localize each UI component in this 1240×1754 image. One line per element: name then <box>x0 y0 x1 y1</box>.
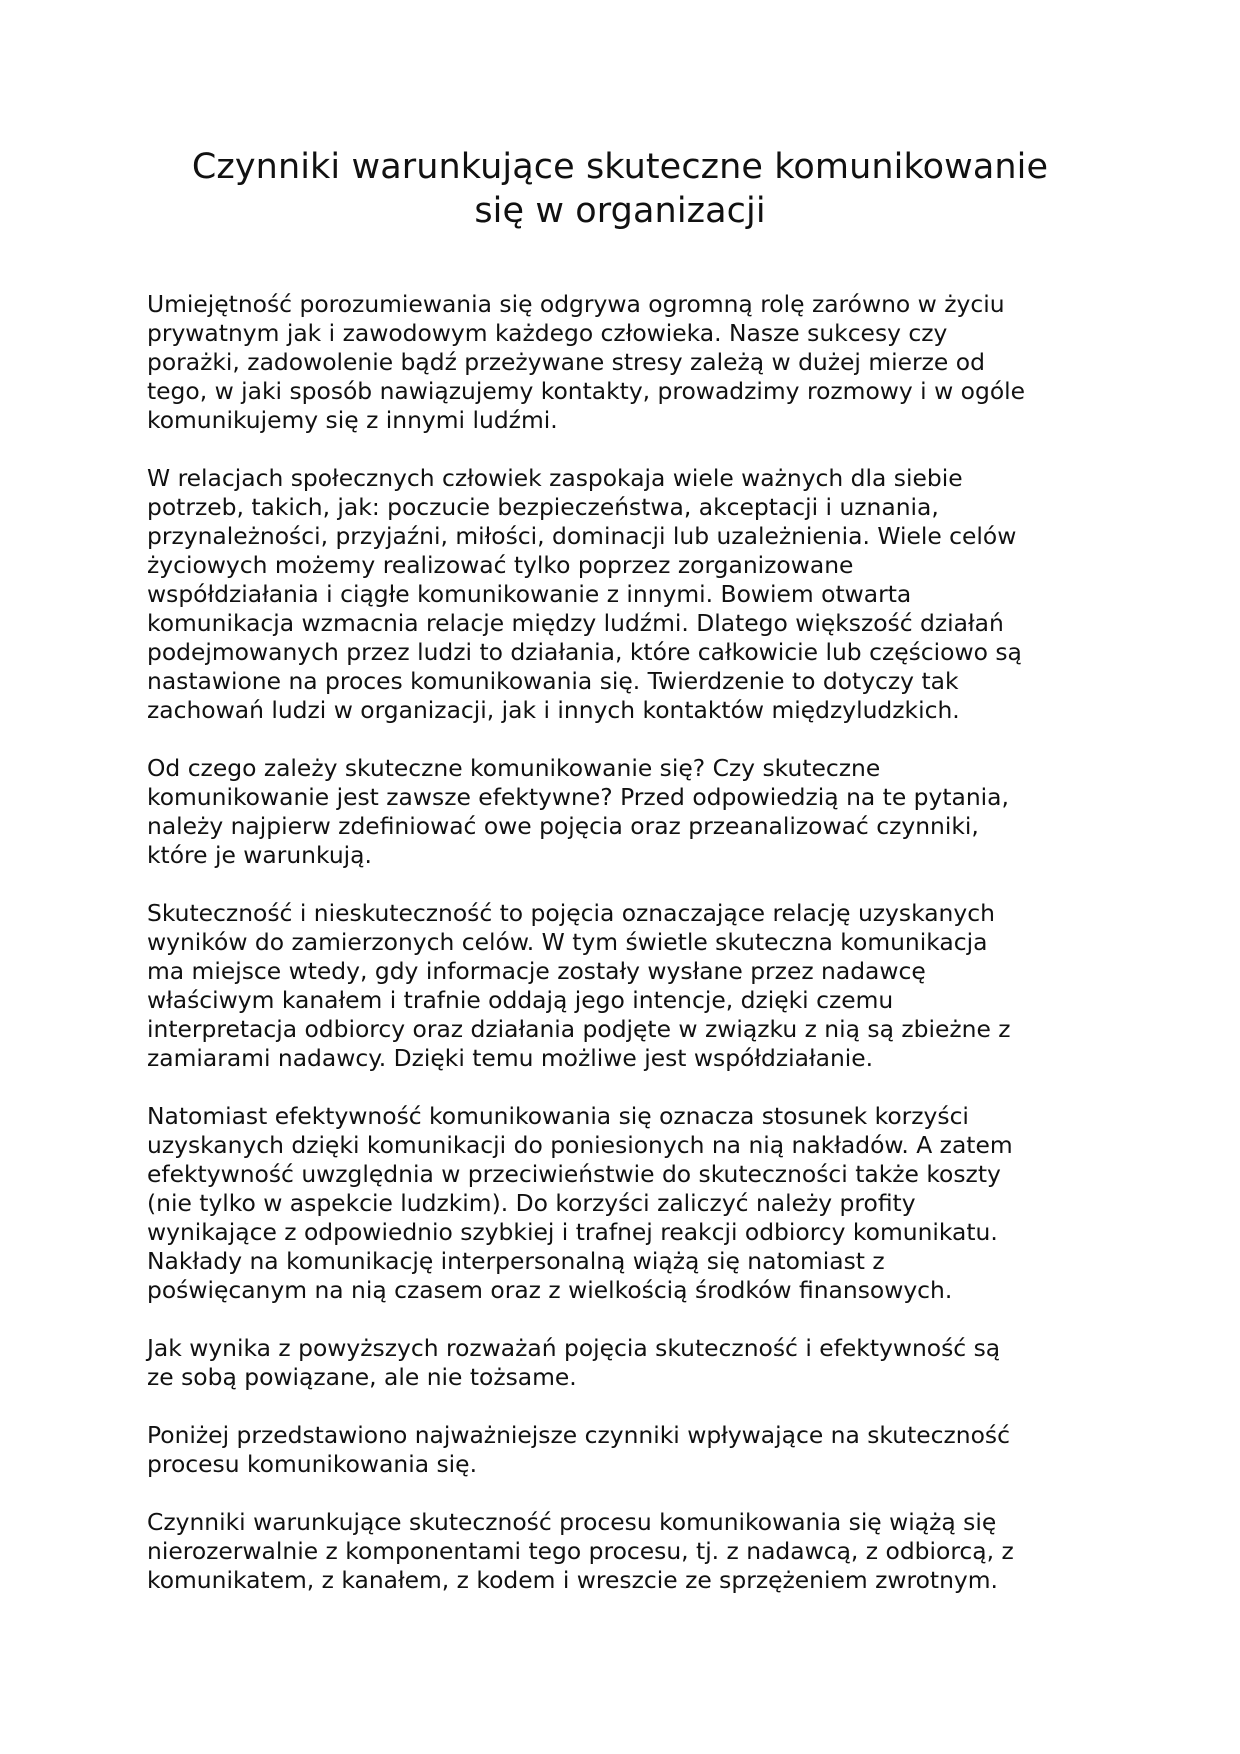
paragraph-8 <box>147 1508 1097 1595</box>
text-line: ma miejsce wtedy, gdy informacje zostały wysłane przez nadawcę <box>147 957 926 985</box>
text-line: komunikujemy się z innymi ludźmi. <box>147 406 558 434</box>
text-line: Umiejętność porozumiewania się odgrywa ogromną rolę zarówno w życiu <box>147 290 1005 318</box>
text-line: Nakłady na komunikację interpersonalną wiążą się natomiast z <box>147 1247 885 1275</box>
paragraph-6 <box>147 1334 1097 1392</box>
paragraph-2 <box>147 464 1097 725</box>
text-line: nierozerwalnie z komponentami tego procesu, tj. z nadawcą, z odbiorcą, z <box>147 1537 1014 1565</box>
text-line: Poniżej przedstawiono najważniejsze czynniki wpływające na skuteczność <box>147 1421 1010 1449</box>
text-line: Natomiast efektywność komunikowania się oznacza stosunek korzyści <box>147 1102 969 1130</box>
text-line: efektywność uwzględnia w przeciwieństwie do skuteczności także koszty <box>147 1160 1001 1188</box>
text-line: nastawione na proces komunikowania się. Twierdzenie to dotyczy tak <box>147 667 959 695</box>
text-line: procesu komunikowania się. <box>147 1450 478 1478</box>
title-line: Czynniki warunkujące skuteczne komunikowanie <box>191 147 1049 187</box>
text-line: należy najpierw zdefiniować owe pojęcia oraz przeanalizować czynniki, <box>147 812 979 840</box>
text-line: potrzeb, takich, jak: poczucie bezpieczeństwa, akceptacji i uznania, <box>147 493 939 521</box>
text-line: które je warunkują. <box>147 841 372 869</box>
text-line: prywatnym jak i zawodowym każdego człowieka. Nasze sukcesy czy <box>147 319 948 347</box>
text-line: zamiarami nadawcy. Dzięki temu możliwe jest współdziałanie. <box>147 1044 874 1072</box>
text-line: interpretacja odbiorcy oraz działania podjęte w związku z nią są zbieżne z <box>147 1015 1011 1043</box>
text-line: współdziałania i ciągłe komunikowanie z innymi. Bowiem otwarta <box>147 580 912 608</box>
text-line: Od czego zależy skuteczne komunikowanie się? Czy skuteczne <box>147 754 881 782</box>
paragraph-3 <box>147 754 1097 870</box>
text-line: komunikacja wzmacnia relacje między ludźmi. Dlatego większość działań <box>147 609 1004 637</box>
paragraph-5 <box>147 1102 1097 1305</box>
text-line: życiowych możemy realizować tylko poprzez zorganizowane <box>147 551 854 579</box>
text-line: W relacjach społecznych człowiek zaspokaja wiele ważnych dla siebie <box>147 464 963 492</box>
text-line: zachowań ludzi w organizacji, jak i innych kontaktów międzyludzkich. <box>147 696 960 724</box>
text-line: porażki, zadowolenie bądź przeżywane stresy zależą w dużej mierze od <box>147 348 985 376</box>
text-line: (nie tylko w aspekcie ludzkim). Do korzyści zaliczyć należy profity <box>147 1189 916 1217</box>
title-line: się w organizacji <box>474 191 766 231</box>
document-body <box>147 290 1097 1624</box>
text-line: uzyskanych dzięki komunikacji do poniesionych na nią nakładów. A zatem <box>147 1131 1013 1159</box>
text-line: Czynniki warunkujące skuteczność procesu komunikowania się wiążą się <box>147 1508 997 1536</box>
text-line: przynależności, przyjaźni, miłości, dominacji lub uzależnienia. Wiele celów <box>147 522 1017 550</box>
text-line: wyników do zamierzonych celów. W tym świetle skuteczna komunikacja <box>147 928 988 956</box>
text-line: właściwym kanałem i trafnie oddają jego intencje, dzięki czemu <box>147 986 894 1014</box>
text-line: tego, w jaki sposób nawiązujemy kontakty, prowadzimy rozmowy i w ogóle <box>147 377 1026 405</box>
paragraph-4 <box>147 899 1097 1073</box>
text-line: Skuteczność i nieskuteczność to pojęcia oznaczające relację uzyskanych <box>147 899 995 927</box>
text-line: komunikatem, z kanałem, z kodem i wreszcie ze sprzężeniem zwrotnym. <box>147 1566 998 1594</box>
text-line: komunikowanie jest zawsze efektywne? Przed odpowiedzią na te pytania, <box>147 783 1009 811</box>
paragraph-1 <box>147 290 1097 435</box>
text-line: wynikające z odpowiednio szybkiej i trafnej reakcji odbiorcy komunikatu. <box>147 1218 998 1246</box>
text-line: poświęcanym na nią czasem oraz z wielkością środków finansowych. <box>147 1276 953 1304</box>
text-line: podejmowanych przez ludzi to działania, które całkowicie lub częściowo są <box>147 638 1022 666</box>
text-line: Jak wynika z powyższych rozważań pojęcia skuteczność i efektywność są <box>147 1334 1001 1362</box>
paragraph-7 <box>147 1421 1097 1479</box>
document-title <box>130 145 1110 233</box>
text-line: ze sobą powiązane, ale nie tożsame. <box>147 1363 577 1391</box>
